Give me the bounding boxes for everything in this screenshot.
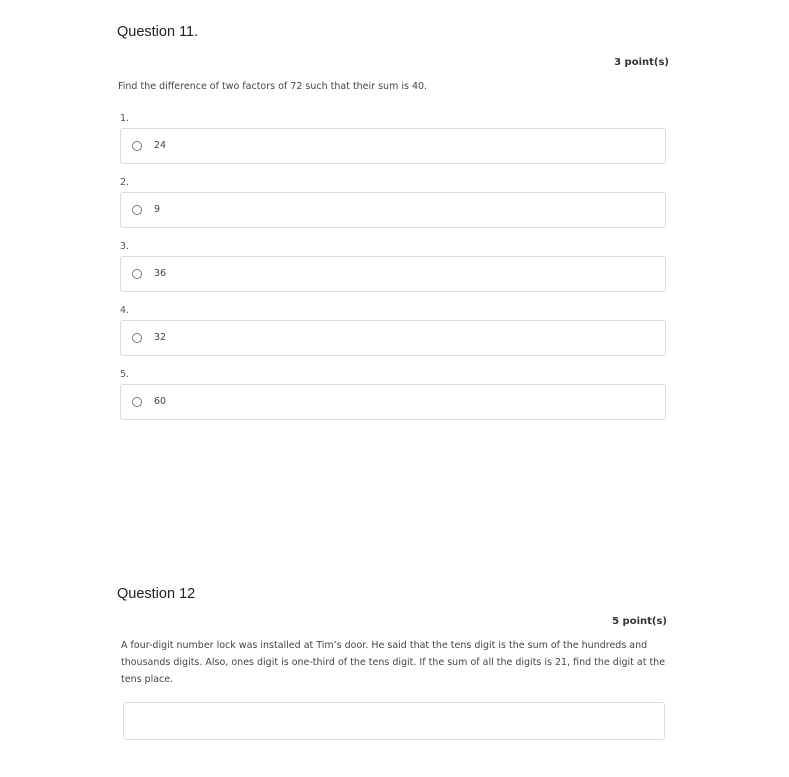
option-4-label: 32 [154,332,167,343]
question-11-title: Question 11. [117,24,199,40]
option-number-4: 4. [120,305,130,316]
question-11-points: 3 point(s) [614,57,669,68]
option-number-5: 5. [120,369,130,380]
radio-icon[interactable] [132,333,142,343]
radio-icon[interactable] [132,397,142,407]
option-4-choice[interactable] [120,320,666,356]
option-2-choice[interactable] [120,192,666,228]
option-number-1: 1. [120,113,130,124]
option-5-label: 60 [154,396,167,407]
option-1-choice[interactable] [120,128,666,164]
option-2-label: 9 [154,204,161,215]
question-11-prompt: Find the difference of two factors of 72 such that their sum is 40. [118,81,428,92]
answer-input[interactable] [123,702,665,740]
option-5-choice[interactable] [120,384,666,420]
radio-icon[interactable] [132,205,142,215]
option-1-label: 24 [154,140,167,151]
question-12-prompt: A four-digit number lock was installed at Tim’s door. He said that the tens digit is the sum of the hundreds and thousands digits. Also, ones digit is one-third of the tens digit. If the sum of all the digits is 21, find the digit at the tens place. [121,640,666,685]
option-3-choice[interactable] [120,256,666,292]
option-number-2: 2. [120,177,130,188]
question-12-title: Question 12 [117,586,196,602]
question-12-points: 5 point(s) [612,616,667,627]
radio-icon[interactable] [132,269,142,279]
option-number-3: 3. [120,241,130,252]
option-3-label: 36 [154,268,167,279]
radio-icon[interactable] [132,141,142,151]
